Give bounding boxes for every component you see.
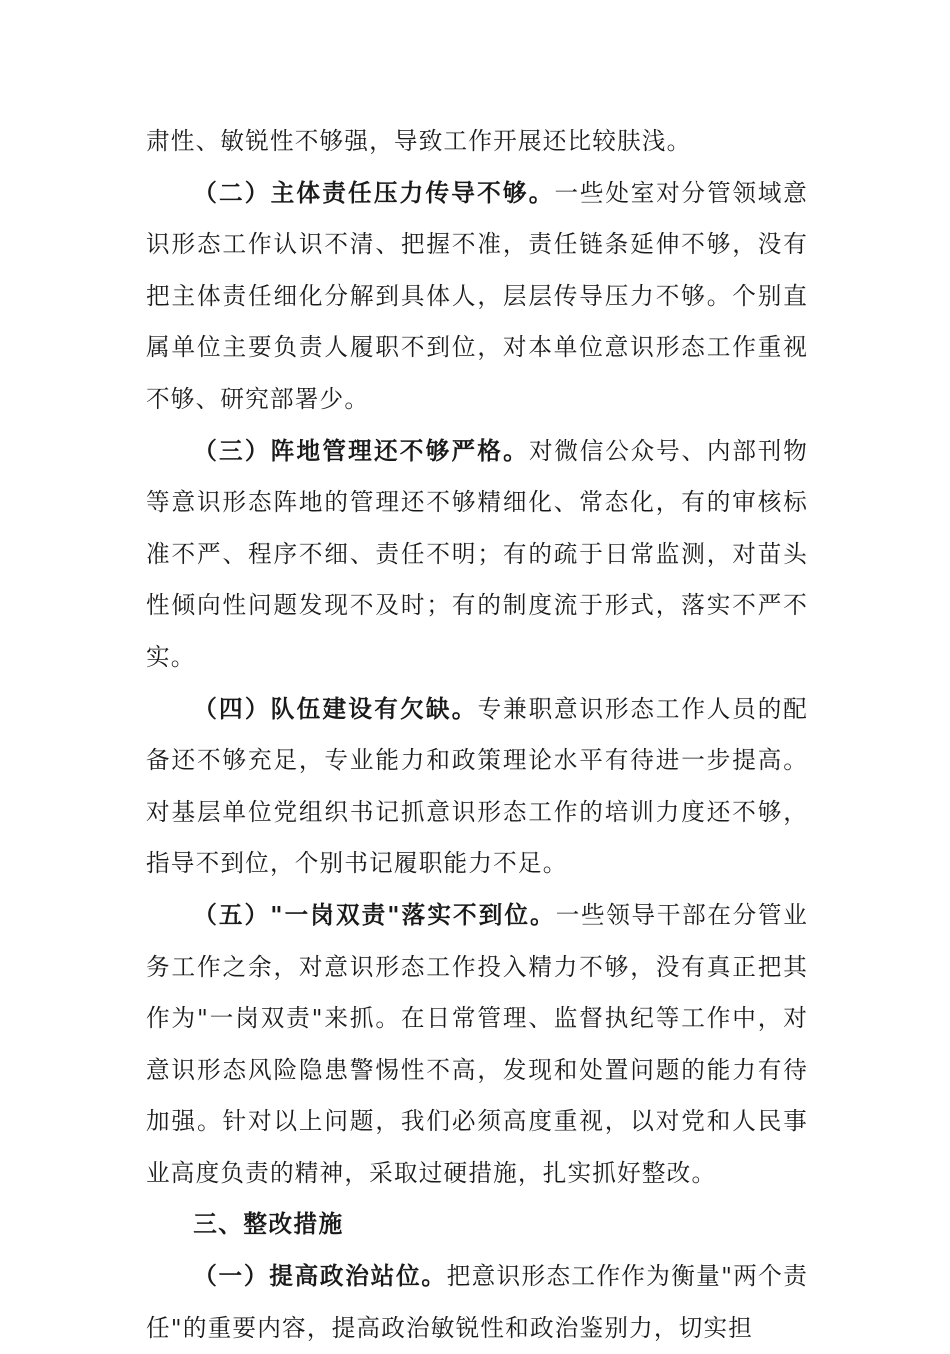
document-body <box>146 116 808 1354</box>
paragraph-title: （一）提高政治站位。 <box>193 1262 447 1291</box>
paragraph-text: 把意识形态工作作为衡量"两个责任"的重要内容，提高政治敏锐性和政治鉴别力，切实担 <box>146 1262 808 1342</box>
section-heading: 三、整改措施 <box>193 1210 344 1239</box>
paragraph-item-2 <box>146 168 808 426</box>
paragraph-text: 一些处室对分管领域意识形态工作认识不清、把握不准，责任链条延伸不够，没有把主体责任细化分解到具体人，层层传导压力不够。个别直属单位主要负责人履职不到位，对本单位意识形态工作重视不够、研究部署少。 <box>146 178 808 413</box>
paragraph-text: 专兼职意识形态工作人员的配备还不够充足，专业能力和政策理论水平有待进一步提高。对基层单位党组织书记抓意识形态工作的培训力度还不够，指导不到位，个别书记履职能力不足。 <box>146 694 808 878</box>
paragraph-title: （四）队伍建设有欠缺。 <box>193 694 478 723</box>
paragraph-item-3 <box>146 426 808 684</box>
paragraph-title: （五）"一岗双责"落实不到位。 <box>193 900 556 929</box>
paragraph-title: （三）阵地管理还不够严格。 <box>193 436 529 465</box>
paragraph-text: 对微信公众号、内部刊物等意识形态阵地的管理还不够精细化、常态化，有的审核标准不严、程序不细、责任不明；有的疏于日常监测，对苗头性倾向性问题发现不及时；有的制度流于形式，落实不严不实。 <box>146 436 808 671</box>
paragraph-item-5 <box>146 890 808 1200</box>
paragraph-text: 肃性、敏锐性不够强，导致工作开展还比较肤浅。 <box>146 127 692 155</box>
paragraph-text: 一些领导干部在分管业务工作之余，对意识形态工作投入精力不够，没有真正把其作为"一岗双责"来抓。在日常管理、监督执纪等工作中，对意识形态风险隐患警惕性不高，发现和处置问题的能力有待加强。针对以上问题，我们必须高度重视，以对党和人民事业高度负责的精神，采取过硬措施，扎实抓好整改。 <box>146 900 808 1187</box>
paragraph-measure-1 <box>146 1251 808 1354</box>
paragraph-title: （二）主体责任压力传导不够。 <box>193 178 555 207</box>
paragraph-item-4 <box>146 684 808 890</box>
paragraph-continuation <box>146 116 808 168</box>
